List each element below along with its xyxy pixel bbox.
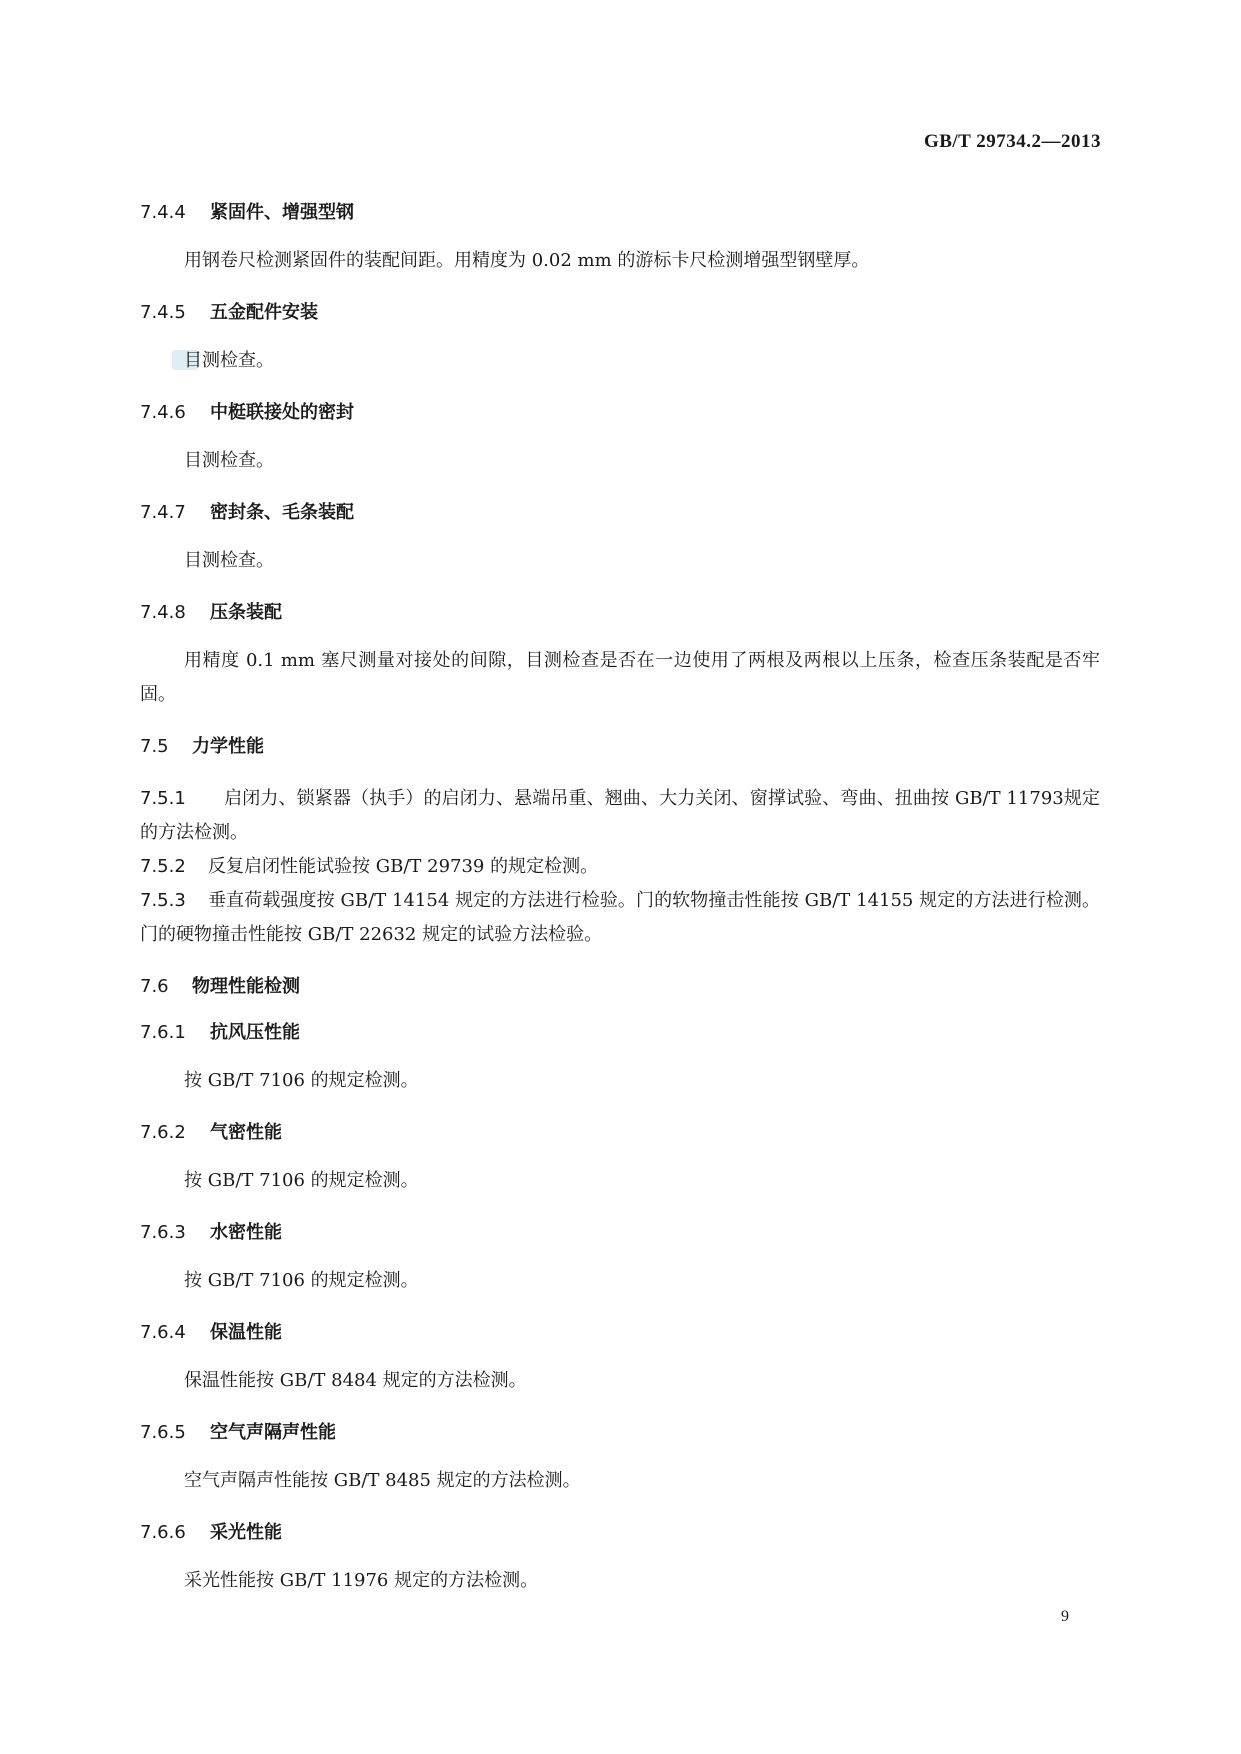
section-heading-7-6-1: [140, 1018, 1100, 1048]
section-text-7-4-7: 目测检查。: [184, 550, 274, 571]
section-heading-7-6-4: [140, 1318, 1100, 1348]
section-text-7-4-8: 用精度 0.1 mm 塞尺测量对接处的间隙，目测检查是否在一边使用了两根及两根以上压条，检查压条装配是否牢固。: [140, 650, 1100, 705]
clause-number: 7.5.1: [140, 788, 186, 809]
section-heading-7-4-8: [140, 598, 1100, 628]
section-number: 7.4.7: [140, 502, 186, 523]
section-text-7-6-2: 按 GB/T 7106 的规定检测。: [184, 1170, 419, 1191]
section-title: 力学性能: [192, 736, 264, 757]
section-number: 7.4.4: [140, 202, 186, 223]
section-heading-7-6-3: [140, 1218, 1100, 1248]
section-number: 7.6.6: [140, 1522, 186, 1543]
section-heading-7-5: [140, 732, 1100, 762]
section-number: 7.4.6: [140, 402, 186, 423]
section-heading-7-6-5: [140, 1418, 1100, 1448]
section-text-7-6-4: 保温性能按 GB/T 8484 规定的方法检测。: [184, 1370, 527, 1391]
section-title: 水密性能: [210, 1222, 282, 1243]
clause-number: 7.5.2: [140, 856, 186, 877]
section-heading-7-6-6: [140, 1518, 1100, 1548]
section-text-7-6-3: 按 GB/T 7106 的规定检测。: [184, 1270, 419, 1291]
section-title: 五金配件安装: [210, 302, 318, 323]
section-number: 7.6.3: [140, 1222, 186, 1243]
section-text-7-6-1: 按 GB/T 7106 的规定检测。: [184, 1070, 419, 1091]
section-text-7-4-5: 目测检查。: [184, 350, 274, 371]
section-heading-7-4-7: [140, 498, 1100, 528]
section-heading-7-4-5: [140, 298, 1100, 328]
section-text-7-6-6: 采光性能按 GB/T 11976 规定的方法检测。: [184, 1570, 539, 1591]
clause-7-5-3: [140, 884, 1100, 952]
section-number: 7.6.4: [140, 1322, 186, 1343]
section-number: 7.5: [140, 736, 169, 757]
clause-text: 垂直荷载强度按 GB/T 14154 规定的方法进行检验。门的软物撞击性能按 GB/T 14155 规定的方法进行检测。门的硬物撞击性能按 GB/T 22632 规定的试验方法检验。: [140, 890, 1100, 945]
standard-code: GB/T 29734.2—2013: [923, 131, 1101, 152]
section-title: 物理性能检测: [192, 976, 300, 997]
section-title: 抗风压性能: [210, 1022, 300, 1043]
clause-text: 启闭力、锁紧器（执手）的启闭力、悬端吊重、翘曲、大力关闭、窗撑试验、弯曲、扭曲按 GB/T 11793规定的方法检测。: [140, 788, 1100, 843]
section-number: 7.6: [140, 976, 169, 997]
section-heading-7-6: [140, 972, 1100, 1002]
section-heading-7-4-6: [140, 398, 1100, 428]
section-heading-7-6-2: [140, 1118, 1100, 1148]
section-text-7-6-5: 空气声隔声性能按 GB/T 8485 规定的方法检测。: [184, 1470, 581, 1491]
clause-text: 反复启闭性能试验按 GB/T 29739 的规定检测。: [208, 856, 599, 877]
section-title: 压条装配: [210, 602, 282, 623]
section-title: 中梃联接处的密封: [210, 402, 354, 423]
section-title: 密封条、毛条装配: [210, 502, 354, 523]
section-heading-7-4-4: [140, 198, 1100, 228]
section-number: 7.6.5: [140, 1422, 186, 1443]
section-title: 采光性能: [210, 1522, 282, 1543]
section-number: 7.4.5: [140, 302, 186, 323]
clause-7-5-1: [140, 782, 1100, 850]
section-number: 7.6.1: [140, 1022, 186, 1043]
section-text-7-4-6: 目测检查。: [184, 450, 274, 471]
section-title: 气密性能: [210, 1122, 282, 1143]
section-title: 空气声隔声性能: [210, 1422, 336, 1443]
document-body: [140, 198, 1100, 1598]
section-number: 7.6.2: [140, 1122, 186, 1143]
page-number: 9: [1061, 1608, 1069, 1625]
section-title: 保温性能: [210, 1322, 282, 1343]
clause-number: 7.5.3: [140, 890, 186, 911]
section-title: 紧固件、增强型钢: [210, 202, 354, 223]
clause-7-5-2: [140, 850, 1100, 884]
section-text-7-4-4: 用钢卷尺检测紧固件的装配间距。用精度为 0.02 mm 的游标卡尺检测增强型钢壁厚。: [184, 250, 870, 271]
section-number: 7.4.8: [140, 602, 186, 623]
